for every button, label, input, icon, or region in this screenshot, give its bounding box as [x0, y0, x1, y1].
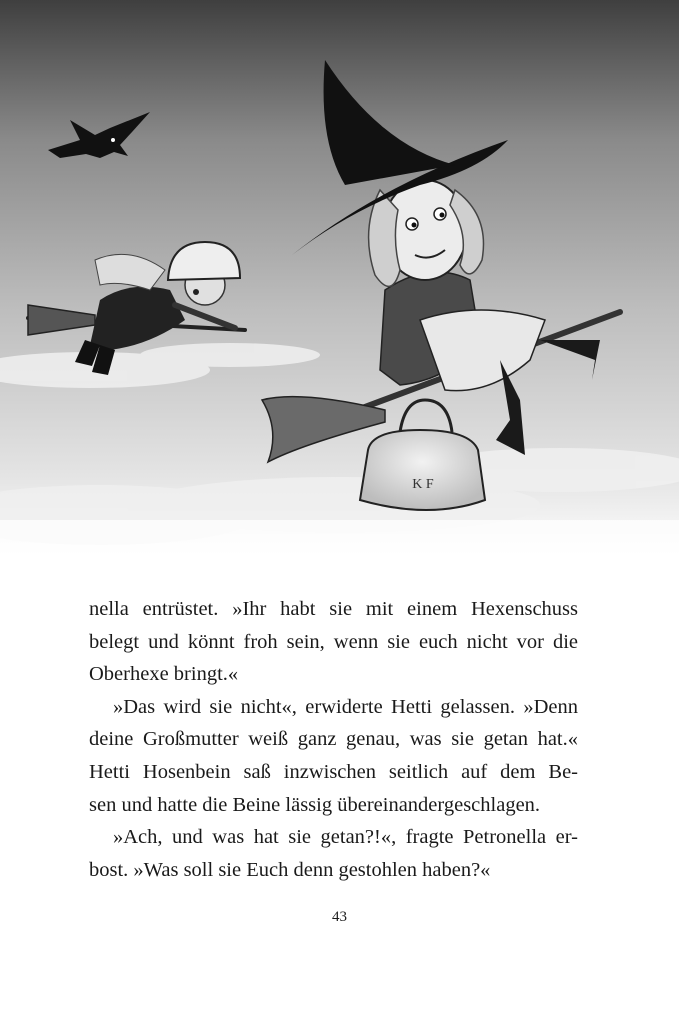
text-line: Hetti Hosenbein saß inzwischen seitlich auf dem Be- [89, 760, 578, 783]
text-line: bost. »Was soll sie Euch denn gestohlen haben?« [89, 858, 491, 881]
text-line: Oberhexe bringt.« [89, 663, 239, 686]
text-line: »Das wird sie nicht«, erwiderte Hetti gelassen. »Denn [113, 695, 578, 718]
text-line: belegt und könnt froh sein, wenn sie euch nicht vor die [89, 630, 578, 653]
text-line: »Ach, und was hat sie getan?!«, fragte Petronella er- [113, 826, 578, 849]
page-number: 43 [332, 909, 347, 925]
body-text [89, 593, 578, 886]
bag-monogram: K F [412, 477, 434, 492]
text-line: nella entrüstet. »Ihr habt sie mit einem Hexenschuss [89, 598, 578, 620]
text-line: sen und hatte die Beine lässig übereinandergeschlagen. [89, 793, 541, 816]
text-line: deine Großmutter weiß ganz genau, was sie getan hat.« [89, 728, 578, 751]
